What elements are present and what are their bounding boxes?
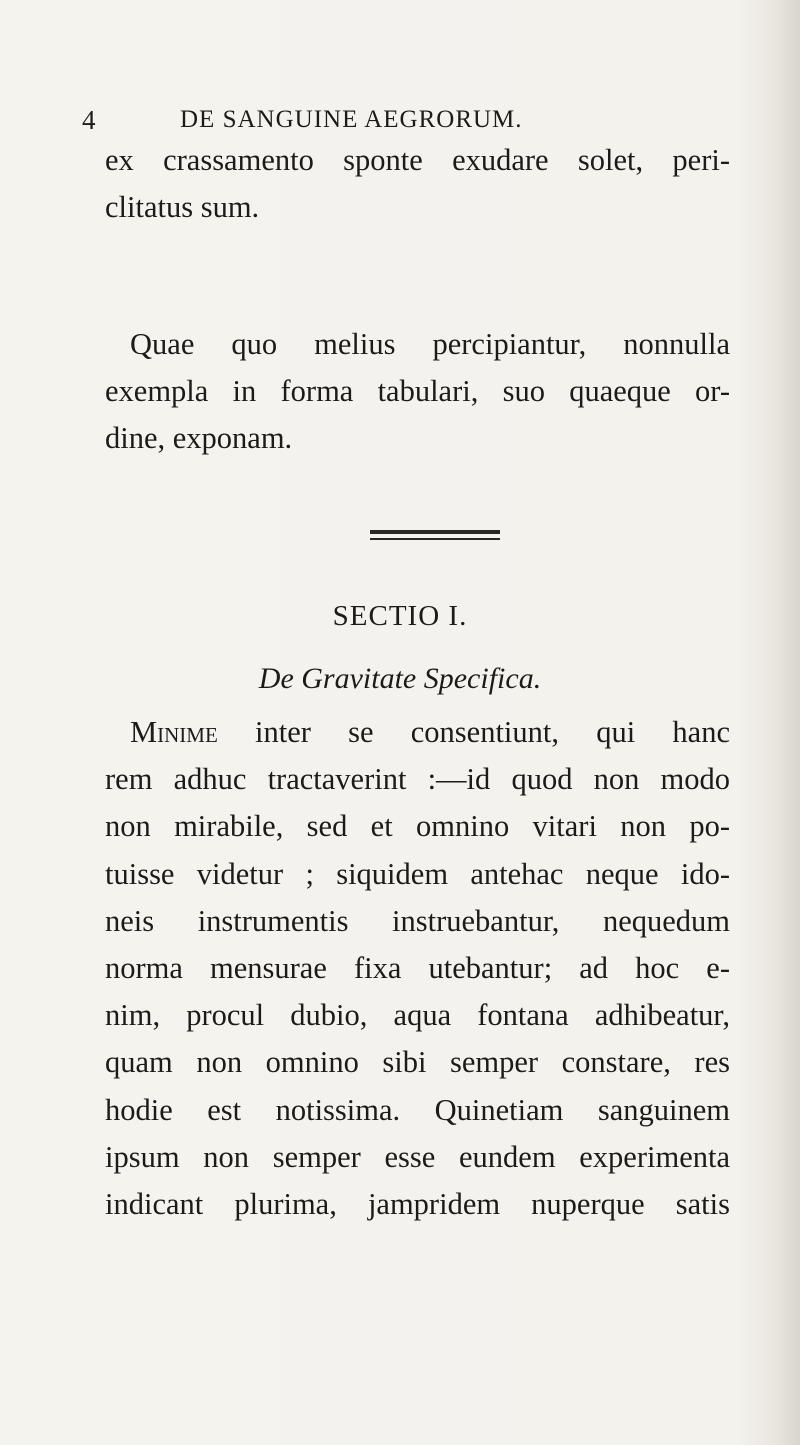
text-line: hodie est notissima. Quinetiam sanguinem <box>105 1092 730 1127</box>
text-line: ex crassamento sponte exudare solet, peri- <box>105 143 730 177</box>
text-line: neis instrumentis instruebantur, nequedum <box>105 903 730 938</box>
paragraph-3 <box>105 709 730 1228</box>
text-line: Quae quo melius percipiantur, nonnulla <box>130 327 730 361</box>
section-divider <box>370 530 500 542</box>
text-line-rest: inter se consentiunt, qui hanc <box>217 715 730 749</box>
text-line: ipsum non semper esse eundem experimenta <box>105 1139 730 1174</box>
section-subtitle: De Gravitate Specifica. <box>258 662 542 695</box>
text-line: exempla in forma tabulari, suo quaeque or- <box>105 374 730 409</box>
text-line: non mirabile, sed et omnino vitari non po- <box>105 809 730 844</box>
text-line: dine, exponam. <box>105 421 293 456</box>
text-line: quam non omnino sibi semper constare, res <box>105 1045 730 1080</box>
divider-thick-rule <box>370 530 500 534</box>
text-line: norma mensurae fixa utebantur; ad hoc e- <box>105 951 730 986</box>
section-title: SECTIO I. <box>332 600 468 632</box>
running-head: DE SANGUINE AEGRORUM. <box>180 106 523 133</box>
drop-word: Minime <box>130 715 218 749</box>
paragraph-2 <box>105 321 730 463</box>
text-line: nim, procul dubio, aqua fontana adhibeatur, <box>105 998 730 1033</box>
page-number: 4 <box>82 105 96 135</box>
text-line-first <box>105 709 730 756</box>
page-header <box>82 100 722 140</box>
paragraph-1 <box>105 137 730 231</box>
divider-thin-rule <box>370 538 500 540</box>
text-line: tuisse videtur ; siquidem antehac neque ido- <box>105 856 730 891</box>
text-line: clitatus sum. <box>105 190 260 225</box>
text-line: indicant plurima, jampridem nuperque satis <box>105 1187 730 1222</box>
text-line: rem adhuc tractaverint :—id quod non modo <box>105 762 730 797</box>
